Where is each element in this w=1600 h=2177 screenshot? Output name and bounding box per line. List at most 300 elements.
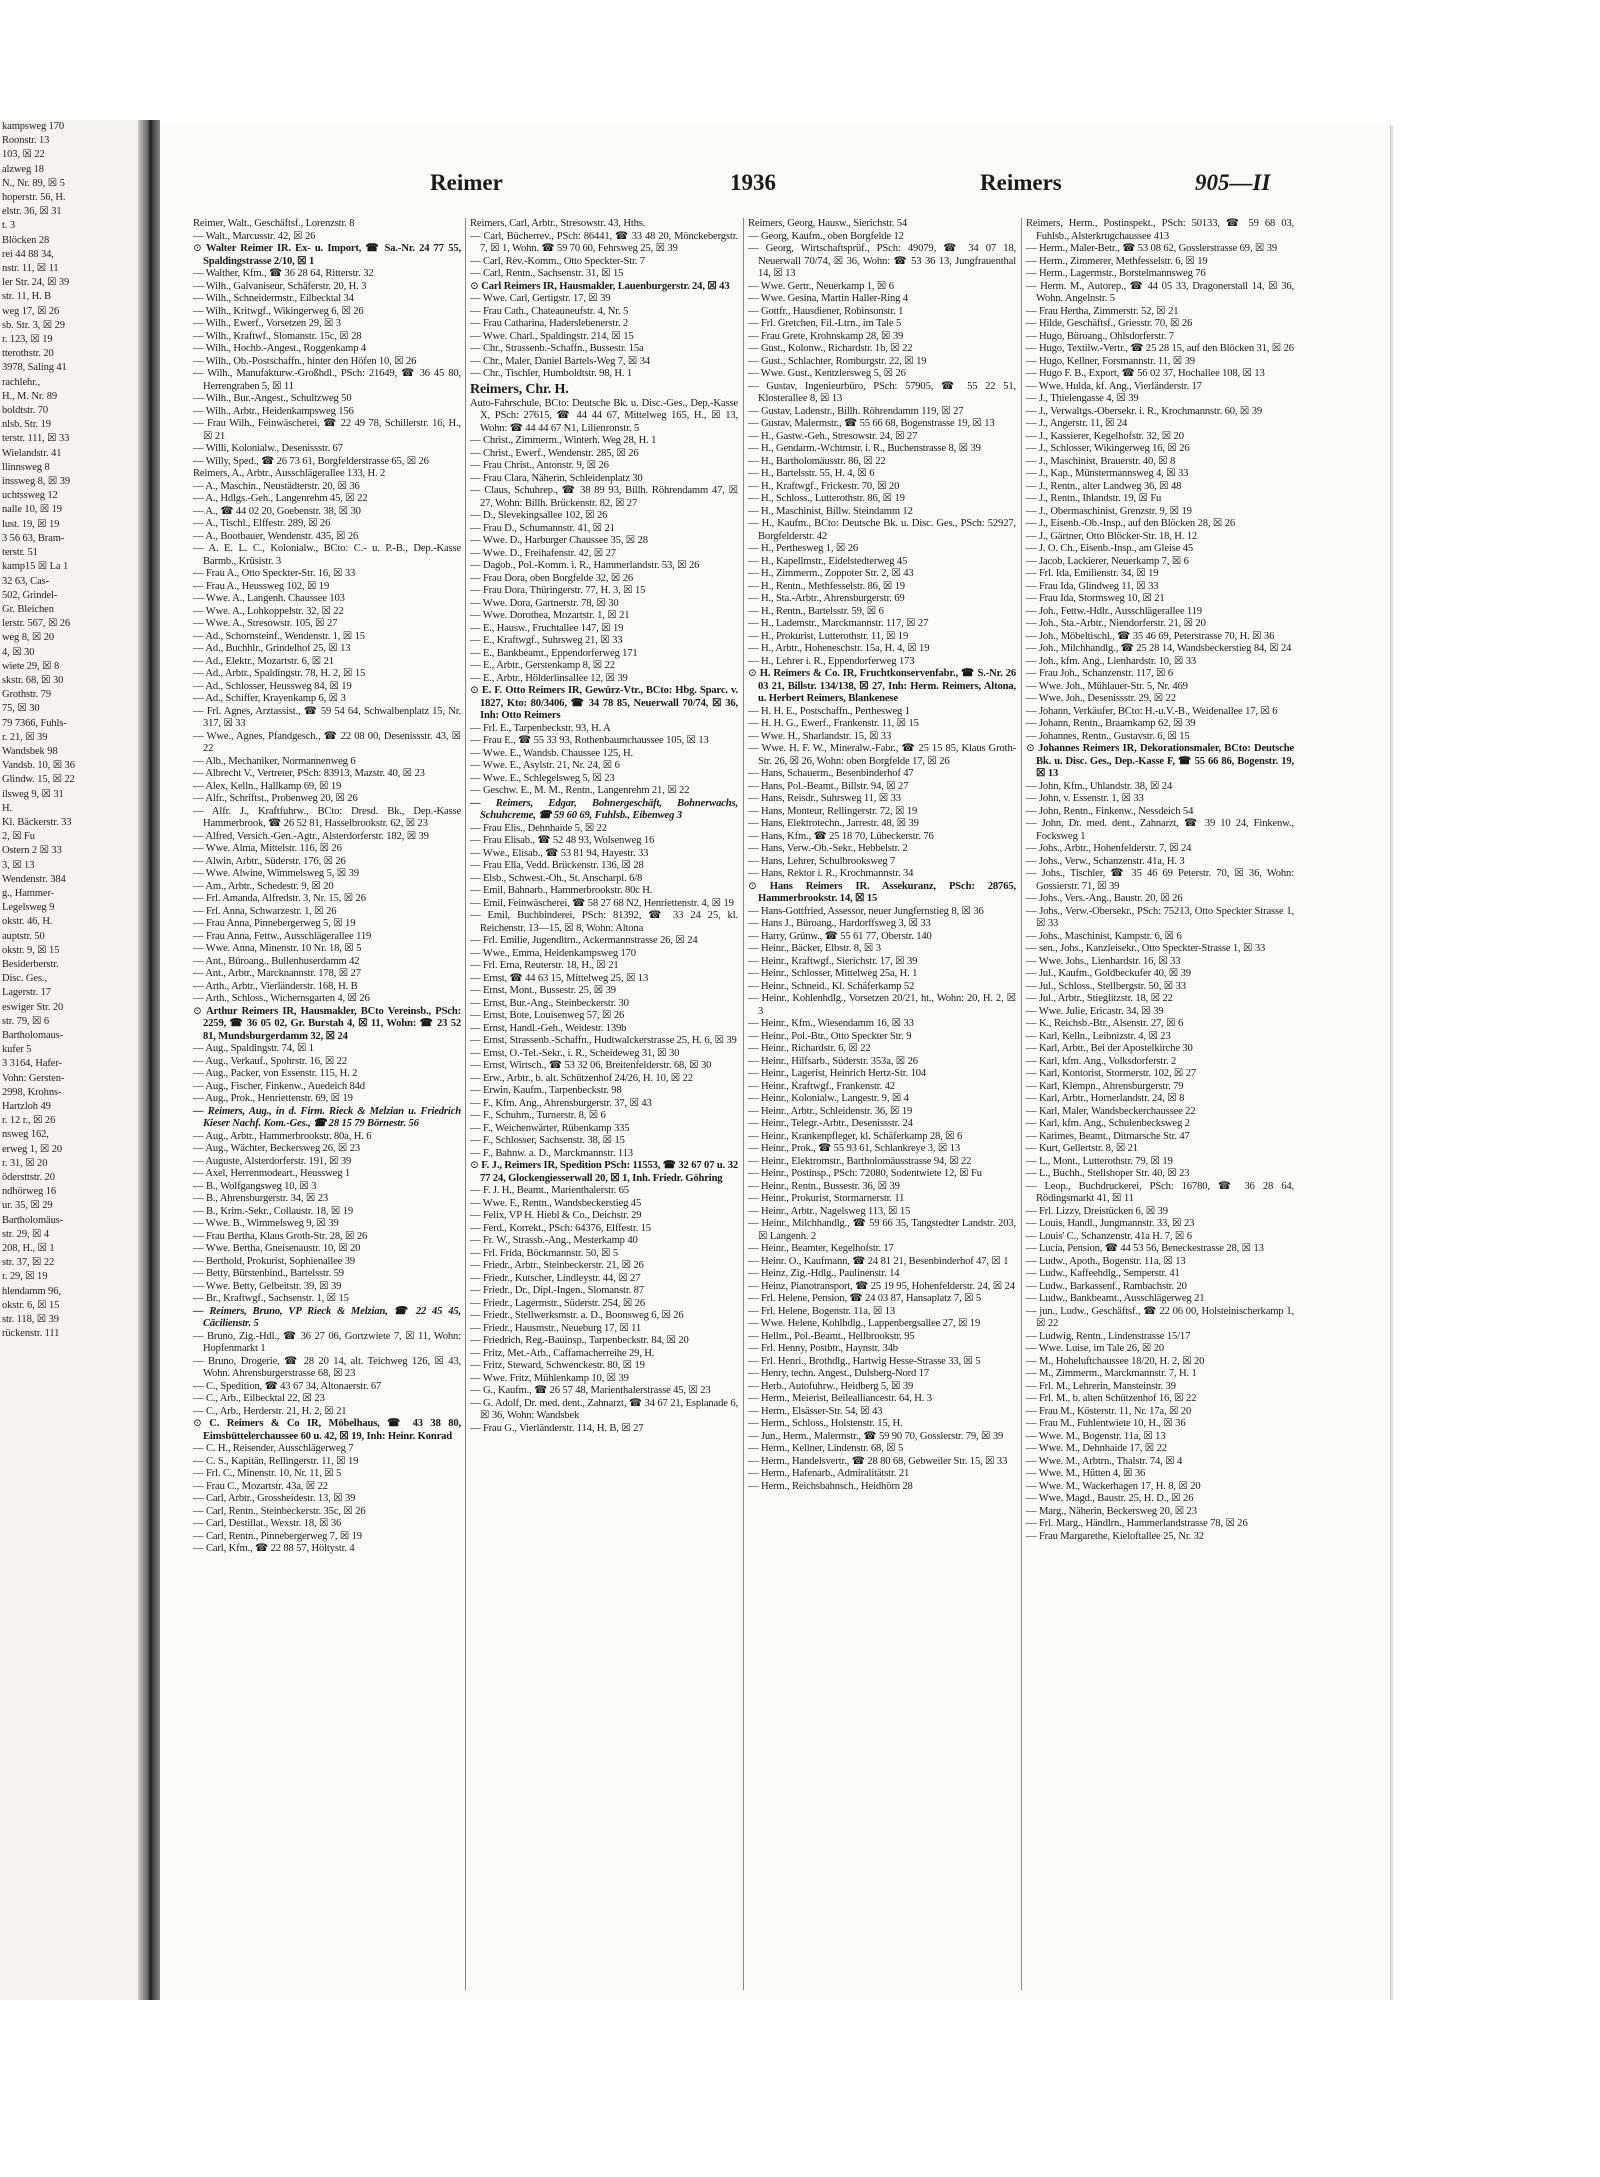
directory-entry: — Wwe., Elisab., ☎ 53 81 94, Hayestr. 33 <box>470 847 649 859</box>
directory-entry: — Wwe. D., Harburger Chaussee 35, ☒ 28 <box>470 535 648 546</box>
directory-entry: — Wwe. Carl, Gertigstr. 17, ☒ 39 <box>470 293 611 304</box>
left-page-line: 502, Grindel- <box>2 589 58 601</box>
directory-entry: — Ad., Schornsteinf., Wendenstr. 1, ☒ 15 <box>193 630 365 642</box>
left-page-line: Blöcken 28 <box>2 234 50 246</box>
left-page-line: terstr. 111, ☒ 33 <box>2 433 70 445</box>
left-page-line: H., M. Nr. 89 <box>2 390 57 402</box>
directory-entry: — Heinr., Krankenpfleger, kl. Schäferkamp 28, ☒ 6 <box>748 1130 963 1142</box>
directory-entry: — C. S., Kapitän, Rellingerstr. 11, ☒ 19 <box>193 1455 359 1467</box>
left-page-line: Wielandstr. 41 <box>2 447 62 459</box>
directory-entry: — Hans, Kfm., ☎ 25 18 70, Lübeckerstr. 76 <box>748 830 934 842</box>
directory-entry: — Heinr., Arbtr., Schleidenstr. 36, ☒ 19 <box>748 1105 913 1117</box>
directory-entry: — Frl. Anna, Schwarzestr. 1, ☒ 26 <box>193 905 337 917</box>
left-page-line: str. 37, ☒ 22 <box>2 1257 55 1269</box>
directory-entry: — Aug., Prok., Henriettenstr. 69, ☒ 19 <box>193 1093 353 1104</box>
left-page-line: uchtssweg 12 <box>2 490 58 502</box>
left-page-line: 3978, Saling 41 <box>2 362 67 374</box>
column-rule <box>743 218 744 1990</box>
directory-entry: — Herb., Autofuhrw., Heidberg 5, ☒ 39 <box>748 1380 914 1392</box>
directory-entry: — Betty, Bürstenbind., Bartelsstr. 59 <box>193 1268 344 1279</box>
directory-entry: — Hans, Schauerm., Besenbinderhof 47 <box>748 768 914 779</box>
directory-entry: — Johs., Tischler, ☎ 35 46 69 Peterstr. 70, ☒ 36, Wohn: Gossierstr. 71, ☒ 39 <box>1026 868 1294 892</box>
directory-entry: — Albrecht V., Vertreter, PSch: 83913, Mazstr. 40, ☒ 23 <box>193 768 425 779</box>
left-page-line: 75, ☒ 30 <box>2 703 40 715</box>
directory-entry: ⊙ E. F. Otto Reimers IR, Gewürz-Vtr., BCto: Hbg. Sparc. v. 1827, Kto: 80/3406, ☎ 34 78 85, Neuerwall 70/74, ☒ 36, Inh: Otto Reimers <box>470 685 738 723</box>
directory-entry: — H., Gendarm.-Wchtmstr. i. R., Buchenstrasse 8, ☒ 39 <box>748 443 981 454</box>
directory-entry: — H., Bartholomäusstr. 86, ☒ 22 <box>748 455 886 467</box>
directory-entry: — Heinr., Bäcker, Elbstr. 8, ☒ 3 <box>748 943 881 954</box>
directory-entry: — Frl. Emilie, Jugendltrn., Ackermannstrasse 26, ☒ 24 <box>470 935 698 946</box>
left-page-line: Grothstr. 79 <box>2 689 51 701</box>
directory-entry: — Jul., Schloss., Stellbergstr. 50, ☒ 33 <box>1026 980 1186 992</box>
left-page-line: str. 79, ☒ 6 <box>2 1015 50 1027</box>
left-page-line: t. 3 <box>2 220 16 232</box>
directory-entry: — Frau Ida, Stormsweg 10, ☒ 21 <box>1026 593 1165 604</box>
directory-entry: — Alb., Mechaniker, Normannenweg 6 <box>193 755 356 767</box>
directory-entry: — H., Perthesweg 1, ☒ 26 <box>748 543 859 554</box>
directory-entry: — Emil, Buchbinderei, PSch: 81392, ☎ 33 24 25, kl. Reichenstr. 13—15, ☒ 8, Wohn: Altona <box>470 910 738 934</box>
directory-entry: — Frau Clara, Näherin, Schleidenplatz 30 <box>470 472 643 484</box>
left-page-line: rei 44 88 34, <box>2 248 54 260</box>
directory-entry: — Hans, Pol.-Beamt., Billstr. 94, ☒ 27 <box>748 780 909 792</box>
directory-entry: — Frau Bertha, Klaus Groth-Str. 28, ☒ 26 <box>193 1230 368 1242</box>
directory-entry: — Karl, Arbtr., Hornerlandstr. 24, ☒ 8 <box>1026 1093 1185 1104</box>
directory-entry: — Ernst, O.-Tel.-Sekr., i. R., Scheideweg 31, ☒ 30 <box>470 1047 680 1059</box>
directory-entry: — Johs., Maschinist, Kampstr. 6, ☒ 6 <box>1026 930 1182 942</box>
directory-entry: — jun., Ludw., Geschäftsf., ☎ 22 06 00, Holsteinischerkamp 1, ☒ 22 <box>1026 1305 1294 1329</box>
directory-entry: — F., Bahnw. a. D., Marckmannstr. 113 <box>470 1147 633 1159</box>
left-page-line: Vohn: Gersten- <box>2 1072 65 1084</box>
header-last-name: Reimers <box>980 170 1062 195</box>
directory-entry: — Herm., Meierist, Beilealliancestr. 64, H. 3 <box>748 1393 932 1404</box>
directory-entry: — Ernst, Mont., Bussestr. 25, ☒ 39 <box>470 985 616 996</box>
directory-entry: — J., Schlosser, Wikingerweg 16, ☒ 26 <box>1026 443 1190 454</box>
left-page-line: kufer 5 <box>2 1044 32 1056</box>
directory-entry: ⊙ Hans Reimers IR. Assekuranz, PSch: 28765, Hammerbrookstr. 14, ☒ 15 <box>748 881 1016 906</box>
directory-entry: — Frl. Helene, Pension, ☎ 24 03 87, Hansaplatz 7, ☒ 5 <box>748 1293 982 1304</box>
directory-entry: — Friedr., Arbtr., Steinbeckerstr. 21, ☒ 26 <box>470 1260 644 1271</box>
directory-entry: — Wilh., Bur.-Angest., Schultzweg 50 <box>193 393 352 404</box>
left-page-line: okstr. 6, ☒ 15 <box>2 1299 60 1311</box>
left-page-line: ur. 35, ☒ 29 <box>2 1200 53 1212</box>
directory-entry: — Fr. W., Strassb.-Ang., Mesterkamp 40 <box>470 1235 638 1246</box>
directory-entry: — Heinr., Hilfsarb., Süderstr. 353a, ☒ 26 <box>748 1055 918 1067</box>
directory-entry: — Wwe. H., Sharlandstr. 15, ☒ 33 <box>748 730 892 742</box>
directory-entry: — Frl. Henny, Postbtr., Haynstr. 34b <box>748 1343 898 1354</box>
directory-entry: — Kurt, Gellertstr. 8, ☒ 21 <box>1026 1143 1138 1154</box>
left-page-line: g., Hammer- <box>2 887 55 899</box>
left-page-line: Bartholomäus- <box>2 1214 64 1226</box>
left-page-line: kampsweg 170 <box>2 121 65 132</box>
directory-entry: — M., Hoheluftchaussee 18/20, H. 2, ☒ 20 <box>1026 1355 1205 1367</box>
directory-entry: — H., Rentn., Methfesselstr. 86, ☒ 19 <box>748 580 905 592</box>
directory-entry: — Karl, Maler, Wandsbeckerchaussee 22 <box>1026 1105 1196 1117</box>
directory-entry: — Frau Anna, Pinnebergerweg 5, ☒ 19 <box>193 918 356 929</box>
directory-entry: — Frau Ida, Glindweg 11, ☒ 33 <box>1026 580 1159 592</box>
left-page-line: ödersttstr. 20 <box>2 1172 55 1184</box>
directory-entry: — Hugo, Büroang., Ohlsdorferstr. 7 <box>1026 330 1174 342</box>
left-page-line: nlsb. Str. 19 <box>2 419 51 431</box>
directory-entry: — Frau C., Mozartstr. 43a, ☒ 22 <box>193 1480 328 1492</box>
directory-entry: — Wwe. D., Freihafenstr. 42, ☒ 27 <box>470 547 616 559</box>
directory-entry: — Reimers, Bruno, VP Rieck & Melzian, ☎ 22 45 45, Cäcilienstr. 5 <box>193 1305 461 1329</box>
directory-entry: ⊙ F. J., Reimers IR, Spedition PSch: 11553, ☎ 32 67 07 u. 32 77 24, Glockengiesserwall 20, ☒ 1, Inh. Friedr. Göhring <box>470 1160 738 1185</box>
directory-entry: — H., Lehrer i. R., Eppendorferweg 173 <box>748 655 915 667</box>
directory-entry: — Wwe. Fritz, Mühlenkamp 10, ☒ 39 <box>470 1372 629 1384</box>
directory-entry: — Leop., Buchdruckerei, PSch: 16780, ☎ 36 28 64, Rödingsmarkt 41, ☒ 11 <box>1026 1180 1294 1204</box>
directory-entry: — Carl, Rentn., Sachsenstr. 31, ☒ 15 <box>470 268 624 279</box>
directory-entry: — Heinr., Telegr.-Arbtr., Desenissstr. 24 <box>748 1118 913 1129</box>
directory-entry: — Aug., Packer, von Essenstr. 115, H. 2 <box>193 1068 358 1079</box>
directory-entry: — Wwe. Charl., Spaldingstr. 214, ☒ 15 <box>470 330 634 342</box>
directory-entry: — Wwe. B., Wimmelsweg 9, ☒ 39 <box>193 1218 339 1229</box>
directory-entry: — J., Verwaltgs.-Obersekr. i. R., Krochmannstr. 60, ☒ 39 <box>1026 405 1262 417</box>
directory-entry: — A. E. L. C., Kolonialw., BCto: C.- u. P.-B., Dep.-Kasse Barmb., Krüsistr. 3 <box>193 543 461 567</box>
directory-entry: — Friedr., Stellwerksmstr. a. D., Boonsweg 6, ☒ 26 <box>470 1310 684 1321</box>
directory-entry: — Arth., Arbtr., Vierländerstr. 168, H. B <box>193 980 358 992</box>
directory-entry: — Emil, Feinwäscherei, ☎ 58 27 68 N2, Henriettenstr. 4, ☒ 19 <box>470 897 734 909</box>
directory-entry: — Wwe. Johs., Lienhardstr. 16, ☒ 33 <box>1026 955 1181 967</box>
left-page-line: r. 29, ☒ 19 <box>2 1271 48 1283</box>
directory-entry: — Joh., Möbeltischl., ☎ 35 46 69, Peterstrasse 70, H. ☒ 36 <box>1026 630 1275 642</box>
left-page-line: Wendenstr. 384 <box>2 873 66 885</box>
left-page-line: 2, ☒ Fu <box>2 831 35 843</box>
directory-entry: — H., Prokurist, Lutterothstr. 11, ☒ 19 <box>748 630 909 642</box>
directory-entry: ⊙ H. Reimers & Co. IR, Fruchtkonservenfabr., ☎ S.-Nr. 26 03 21, Billstr. 134/138, ☒ 27, Inh: Herm. Reimers, Altona, u. Herbert Reimers, Blankenese <box>748 668 1016 706</box>
directory-entry: — Walther, Kfm., ☎ 36 28 64, Ritterstr. 32 <box>193 268 374 279</box>
directory-entry: — Hellm., Pol.-Beamt., Hellbrookstr. 95 <box>748 1330 915 1342</box>
left-page-line: 3 56 63, Bram- <box>2 532 65 544</box>
left-page-line: Legelsweg 9 <box>2 902 55 914</box>
directory-entry: — Frau Christ., Antonstr. 9, ☒ 26 <box>470 460 609 471</box>
directory-entry: — C., Arb., Eilbecktal 22, ☒ 23 <box>193 1393 325 1404</box>
directory-entry: — Frl. Gretchen, Fil.-Ltrn., im Tale 5 <box>748 318 902 329</box>
left-page-line: elstr. 36, ☒ 31 <box>2 206 62 218</box>
directory-entry: — Frau G., Vierländerstr. 114, H. B, ☒ 27 <box>470 1422 644 1434</box>
directory-entry: ⊙ Johannes Reimers IR, Dekorationsmaler, BCto: Deutsche Bk. u. Disc. Ges., Dep.-Kasse F, ☎ 55 66 86, Bogenstr. 19, ☒ 13 <box>1026 743 1294 781</box>
directory-entry: — Frl. Ida, Emilienstr. 34, ☒ 19 <box>1026 568 1159 579</box>
left-page-line: ilsweg 9, ☒ 31 <box>2 788 64 800</box>
directory-entry: — Gust., Schlachter, Romburgstr. 22, ☒ 19 <box>748 355 927 367</box>
directory-entry: — Axel, Herrenmodeart., Heussweg 1 <box>193 1168 350 1179</box>
directory-entry: ⊙ C. Reimers & Co IR, Möbelhaus, ☎ 43 38 80, Eimsbüttelerchaussee 60 u. 42, ☒ 19, Inh: Heinr. Konrad <box>193 1418 461 1443</box>
directory-entry: — Wilh., Hochb.-Angest., Roggenkamp 4 <box>193 343 367 354</box>
left-page-line: Disc. Ges., <box>2 973 47 985</box>
directory-entry: — Joh., Fettw.-Hdlr., Ausschlägerallee 119 <box>1026 605 1202 617</box>
directory-entry: — Geschw. E., M. M., Rentn., Langenrehm 21, ☒ 22 <box>470 785 690 796</box>
directory-entry: — H. H. G., Ewerf., Frankenstr. 11, ☒ 15 <box>748 718 919 729</box>
directory-entry: — Gustav, Malermstr., ☎ 55 66 68, Bogenstrasse 19, ☒ 13 <box>748 418 995 429</box>
directory-entry: — H., Gastw.-Geh., Stresowstr. 24, ☒ 27 <box>748 430 918 442</box>
directory-entry: — Heinr., Elektromstr., Bartholomäusstrasse 94, ☒ 22 <box>748 1155 972 1167</box>
directory-entry: — Wilh., Kraftwf., Slomanstr. 15c, ☒ 28 <box>193 330 362 342</box>
directory-entry: — Wwe. Dora, Gartnerstr. 78, ☒ 30 <box>470 597 619 609</box>
directory-entry: — A., Hdlgs.-Geh., Langenrehm 45, ☒ 22 <box>193 493 368 504</box>
left-page-line: N., Nr. 89, ☒ 5 <box>2 177 65 189</box>
directory-entry: — Herm., Schloss., Holstenstr. 15, H. <box>748 1418 903 1429</box>
directory-entry: Reimers, Herm., Postinspekt., PSch: 50133, ☎ 59 68 03, Fuhlsb., Alsterkrugchaussee 413 <box>1026 218 1294 242</box>
left-page-line: ndhörweg 16 <box>2 1186 57 1198</box>
directory-entry: — Heinr., Kraftwgf., Frankenstr. 42 <box>748 1080 895 1092</box>
left-page-line: terstr. 51 <box>2 547 38 559</box>
directory-entry: — Frau Margarethe, Kieloftallee 25, Nr. 32 <box>1026 1530 1204 1542</box>
directory-entry: — Ernst, ☎ 44 63 15, Mittelweg 25, ☒ 13 <box>470 972 649 984</box>
directory-entry: — H., Kapellmstr., Eidelstedterweg 45 <box>748 555 908 567</box>
directory-entry: — Wwe. Julie, Ericastr. 34, ☒ 39 <box>1026 1005 1164 1017</box>
directory-entry: — Frau Dora, oben Borgfelde 32, ☒ 26 <box>470 572 634 584</box>
directory-entry: Auto-Fahrschule, BCto: Deutsche Bk. u. Disc.-Ges., Dep.-Kasse X, PSch: 27615, ☎ 44 44 67, Mittelweg 165, H., ☒ 13, Wohn: ☎ 44 44 67 N1, Lilienronstr. 5 <box>470 397 738 434</box>
directory-entry: — Frau Joh., Schanzenstr. 117, ☒ 6 <box>1026 668 1174 679</box>
directory-entry: — Marg., Näherin, Beckersweg 20, ☒ 23 <box>1026 1505 1197 1517</box>
directory-entry: — Wilh., Arbtr., Heidenkampsweg 156 <box>193 405 354 417</box>
directory-entry: — Frau Catharina, Haderslebenerstr. 2 <box>470 318 629 329</box>
directory-entry: — Ferd., Korrekt., PSch: 64376, Elffestr. 15 <box>470 1222 651 1234</box>
directory-entry: — Joh., Sta.-Arbtr., Niendorferstr. 21, ☒ 20 <box>1026 618 1206 629</box>
directory-entry: — L., Buchh., Stellshoper Str. 40, ☒ 23 <box>1026 1168 1190 1179</box>
directory-entry: — Frau Anna, Fettw., Ausschlägerallee 119 <box>193 930 372 942</box>
directory-entry: — Heinr., Kolonialw., Langestr. 9, ☒ 4 <box>748 1093 909 1104</box>
directory-entry: — Frl. Amanda, Alfredstr. 3, Nr. 15, ☒ 26 <box>193 893 366 904</box>
left-page-line: 2998, Krohns- <box>2 1086 62 1098</box>
left-page-line: 4, ☒ 30 <box>2 646 35 658</box>
directory-entry: — Hugo, Textilw.-Vertr., ☎ 25 28 15, auf den Blöcken 31, ☒ 26 <box>1026 343 1294 354</box>
directory-entry: — H., Lademstr., Marckmannstr. 117, ☒ 27 <box>748 618 929 629</box>
directory-entry: — Chr., Strassenb.-Schaffn., Bussestr. 15a <box>470 343 644 354</box>
left-page-line: okstr. 9, ☒ 15 <box>2 944 60 956</box>
directory-entry: — Heinr., Lagerist, Heinrich Hertz-Str. 104 <box>748 1068 927 1079</box>
directory-entry: — Hans, Rektor i. R., Krochmannstr. 34 <box>748 868 914 879</box>
directory-entry: — Aug., Fischer, Finkenw., Auedeich 84d <box>193 1080 365 1092</box>
directory-entry: — Wwe. M., Dehnhaide 17, ☒ 22 <box>1026 1443 1167 1454</box>
directory-entry: — Jul., Arbtr., Stieglitzstr. 18, ☒ 22 <box>1026 993 1173 1004</box>
directory-entry: — Wwe. A., Langenh. Chaussee 103 <box>193 593 345 604</box>
directory-entry: — H., Schloss., Lutterothstr. 86, ☒ 19 <box>748 493 905 504</box>
directory-entry: — A., Tischl., Elffestr. 289, ☒ 26 <box>193 518 331 529</box>
directory-entry: — Herm. M., Autorep., ☎ 44 05 33, Dragonerstall 14, ☒ 36, Wohn. Angelnstr. 5 <box>1026 280 1294 304</box>
directory-entry: — Heinr., Kohlenhdlg., Vorsetzen 20/21, ht., Wohn: 20, H. 2, ☒ 3 <box>748 993 1016 1017</box>
directory-entry: — Ad., Schiffer, Krayenkamp 6, ☒ 3 <box>193 693 346 704</box>
directory-entry: — Friedr., Dr., Dipl.-Ingen., Slomanstr. 87 <box>470 1285 644 1296</box>
directory-entry: — Am., Arbtr., Schedestr. 9, ☒ 20 <box>193 880 334 892</box>
directory-entry: — Heinr. O., Kaufmann, ☎ 24 81 21, Besenbinderhof 47, ☒ 1 <box>748 1255 1009 1267</box>
directory-column-2 <box>470 218 738 1993</box>
directory-entry: — H., Bartelsstr. 55, H. 4, ☒ 6 <box>748 468 875 479</box>
directory-entry: ⊙ Arthur Reimers IR, Hausmakler, BCto Vereinsb., PSch: 2259, ☎ 36 05 02, Gr. Burstah 4, ☒ 11, Wohn: ☎ 23 52 81, Mundsburgerdamm 32, ☒ 24 <box>193 1006 461 1044</box>
directory-entry: — Wilh., Manufakturw.-Großhdl., PSch: 21649, ☎ 36 45 80, Herrengraben 5, ☒ 11 <box>193 368 461 392</box>
directory-entry: — A., Bootbauer, Wendenstr. 435, ☒ 26 <box>193 530 359 542</box>
directory-entry: — Erw., Arbtr., b. alt. Schützenhof 24/26, H. 10, ☒ 22 <box>470 1072 693 1084</box>
directory-entry: — Felix, VP H. Hiebl & Co., Deichstr. 29 <box>470 1210 642 1221</box>
directory-entry: — Wwe. Helene, Kohlhdlg., Lappenbergsallee 27, ☒ 19 <box>748 1318 981 1329</box>
left-page-fragment <box>0 120 157 2000</box>
directory-entry: — Harry, Grünw., ☎ 55 61 77, Oberstr. 140 <box>748 930 932 942</box>
left-page-line: lust. 19, ☒ 19 <box>2 518 60 530</box>
directory-entry: — Louis' C., Schanzenstr. 41a H. 7, ☒ 6 <box>1026 1230 1192 1242</box>
directory-entry: — Carl, Rev.-Komm., Otto Speckter-Str. 7 <box>470 255 645 267</box>
directory-entry: — Reimers, Aug., in d. Firm. Rieck & Melzian u. Friedrich Kieser Nachf. Kom.-Ges., ☎ 28 15 79 Börnestr. 56 <box>193 1105 461 1129</box>
directory-entry: — Karl, Kontorist, Stormerstr. 102, ☒ 27 <box>1026 1068 1197 1079</box>
directory-entry: — Ant., Büroang., Bullenhuserdamm 42 <box>193 955 360 967</box>
left-page-line: Kl. Bäckerstr. 33 <box>2 816 72 828</box>
directory-entry: — Karimes, Beamt., Ditmarsche Str. 47 <box>1026 1130 1190 1142</box>
directory-entry: — Wwe. M., Arbtrn., Thalstr. 74, ☒ 4 <box>1026 1455 1183 1467</box>
directory-entry: — Frl. C., Minenstr. 10, Nr. 11, ☒ 5 <box>193 1468 342 1479</box>
directory-entry: Reimers, Georg, Hausw., Sierichstr. 54 <box>748 218 908 229</box>
left-page-line: wiete 29, ☒ 8 <box>2 660 60 672</box>
directory-entry: — Wwe. E., Asylstr. 21, Nr. 24, ☒ 6 <box>470 760 620 771</box>
directory-entry: — Bruno, Zig.-Hdl., ☎ 36 27 06, Gortzwiete 7, ☒ 11, Wohn: Hopfenmarkt 1 <box>193 1330 461 1354</box>
directory-entry: — B., Krim.-Sekr., Collaustr. 18, ☒ 19 <box>193 1205 354 1217</box>
directory-entry: — Jun., Herm., Malermstr., ☎ 59 90 70, Gosslerstr. 79, ☒ 39 <box>748 1430 1004 1442</box>
directory-entry: — Ant., Arbtr., Marcknannstr. 178, ☒ 27 <box>193 968 361 979</box>
directory-column-4 <box>1026 218 1294 1993</box>
left-page-line: r. 31, ☒ 20 <box>2 1157 48 1169</box>
directory-entry: — Heinr., Pol.-Btr., Otto Speckter Str. 9 <box>748 1030 912 1042</box>
directory-page <box>160 125 1391 2000</box>
left-page-line: boldtstr. 70 <box>2 405 49 417</box>
left-page-line: 3 3164, Hafer- <box>2 1058 62 1070</box>
directory-entry: — John, v. Essenstr. 1, ☒ 33 <box>1026 793 1144 804</box>
directory-entry: — J., Angerstr. 11, ☒ 24 <box>1026 418 1128 429</box>
directory-entry: — Karl, Arbtr., Bei der Apostelkirche 30 <box>1026 1043 1193 1054</box>
directory-entry: — Herm., Handelsvertr., ☎ 28 80 68, Gebweiler Str. 15, ☒ 33 <box>748 1455 1008 1467</box>
left-page-line: llinnsweg 8 <box>2 461 50 473</box>
directory-entry: — Aug., Wächter, Beckersweg 26, ☒ 23 <box>193 1143 361 1154</box>
directory-entry: — Karl, Klempn., Ahrensburgerstr. 79 <box>1026 1080 1184 1092</box>
directory-entry: — Johann, Verkäufer, BCto: H.-u.V.-B., Weidenallee 17, ☒ 6 <box>1026 705 1278 717</box>
left-page-line: 79 7366, Fuhls- <box>2 717 67 729</box>
directory-entry: — Ernst, Handl.-Geh., Weidestr. 139b <box>470 1022 627 1034</box>
directory-entry: — Joh., Milchhandlg., ☎ 25 28 14, Wandsbeckerstieg 84, ☒ 24 <box>1026 643 1292 654</box>
directory-entry: — H., Rentn., Bartelsstr. 59, ☒ 6 <box>748 605 884 617</box>
directory-entry: — Elsb., Schwest.-Oh., St. Anscharpl. 6/8 <box>470 872 643 884</box>
directory-entry: — Alex, Kelln., Hallkamp 69, ☒ 19 <box>193 780 342 792</box>
directory-entry: — Heinr., Milchhandlg., ☎ 59 66 35, Tangstedter Landstr. 203, ☒ Langenh. 2 <box>748 1218 1016 1242</box>
directory-entry: — Wwe. E., Schlegelsweg 5, ☒ 23 <box>470 772 615 784</box>
directory-entry: — H., Zimmerm., Zoppoter Str. 2, ☒ 43 <box>748 568 914 579</box>
column-rule <box>465 218 466 1990</box>
column-rule <box>1021 218 1022 1990</box>
directory-entry: — Frl. Lizzy, Dreistücken 6, ☒ 39 <box>1026 1205 1168 1217</box>
directory-entry: — E., Kraftwgf., Suhrsweg 21, ☒ 33 <box>470 635 623 646</box>
directory-entry: — Frau A., Otto Speckter-Str. 16, ☒ 33 <box>193 568 356 579</box>
directory-entry: — Herm., Zimmerer, Methfesselstr. 6, ☒ 19 <box>1026 255 1208 267</box>
directory-entry: — Frau Grete, Krohnskamp 28, ☒ 39 <box>748 330 904 342</box>
directory-entry: — Alwin, Arbtr., Süderstr. 176, ☒ 26 <box>193 855 346 867</box>
directory-entry: — F. J. H., Beamt., Marienthalerstr. 65 <box>470 1185 629 1196</box>
directory-entry: — Ad., Buchhlr., Grindelhof 25, ☒ 13 <box>193 643 351 654</box>
directory-entry: — J., Maschinist, Brauerstr. 40, ☒ 8 <box>1026 455 1176 467</box>
directory-entry: — Carl, Rentn., Steinbeckerstr. 35c, ☒ 26 <box>193 1505 366 1517</box>
directory-entry: — J., Rentn., alter Landweg 36, ☒ 48 <box>1026 480 1182 492</box>
directory-entry: — Frau Elisab., ☎ 52 48 93, Wolsenweg 16 <box>470 835 655 846</box>
directory-entry: Reimer, Walt., Geschäftsf., Lorenzstr. 8 <box>193 218 355 229</box>
directory-entry: — E., Bankbeamt., Eppendorferweg 171 <box>470 647 638 659</box>
directory-entry: — Ludwig, Rentn., Lindenstrasse 15/17 <box>1026 1330 1191 1342</box>
directory-entry: — Heinz, Zig.-Hdlg., Paulinenstr. 14 <box>748 1268 900 1279</box>
left-page-line: str. 11, H. B <box>2 291 52 303</box>
directory-entry: — Wwe. Gesina, Martin Haller-Ring 4 <box>748 293 908 304</box>
directory-entry: — Johs., Verw., Schanzenstr. 41a, H. 3 <box>1026 855 1185 867</box>
directory-entry: — J., Kassierer, Kegelhofstr. 32, ☒ 20 <box>1026 430 1184 442</box>
directory-entry: — Wwe. Hulda, kf. Ang., Vierländerstr. 17 <box>1026 380 1202 392</box>
directory-entry: — Frau E., ☎ 55 33 93, Rothenbaumchaussee 105, ☒ 13 <box>470 735 709 746</box>
directory-entry: — J., Rentn., Ihlandstr. 19, ☒ Fu <box>1026 493 1162 504</box>
directory-entry: — Wwe. Joh., Mühlauer-Str. 5, Nr. 469 <box>1026 680 1188 692</box>
directory-entry: — Wwe. Alma, Mittelstr. 116, ☒ 26 <box>193 843 342 854</box>
directory-entry: — Frau M., Fuhlentwiete 10, H., ☒ 36 <box>1026 1418 1186 1429</box>
directory-entry: ⊙ Carl Reimers IR, Hausmakler, Lauenburgerstr. 24, ☒ 43 <box>470 281 738 294</box>
left-page-line: eswiger Str. 20 <box>2 1001 64 1013</box>
directory-entry: — K., Reichsb.-Btr., Alsenstr. 27, ☒ 6 <box>1026 1018 1184 1029</box>
directory-entry: — Christ., Ewerf., Wendenstr. 285, ☒ 26 <box>470 447 639 459</box>
left-page-line: lerstr. 567, ☒ 26 <box>2 618 71 630</box>
directory-entry: — Friedr., Kutscher, Lindleystr. 44, ☒ 27 <box>470 1272 641 1284</box>
directory-entry: — E., Arbtr., Hölderlinsallee 12, ☒ 39 <box>470 672 628 684</box>
directory-entry: — Ludw., Barkassenf., Rambachstr. 20 <box>1026 1280 1187 1292</box>
directory-entry: — Frau M., Kösterstr. 11, Nr. 17a, ☒ 20 <box>1026 1405 1192 1417</box>
directory-entry: — C. H., Reisender, Ausschlägerweg 7 <box>193 1443 354 1454</box>
directory-entry: — Herm., Hafenarb., Admiralitätstr. 21 <box>748 1468 910 1479</box>
directory-entry: — E., Arbtr., Gerstenkamp 8, ☒ 22 <box>470 660 615 671</box>
directory-entry: — Arth., Schloss., Wichernsgarten 4, ☒ 26 <box>193 993 370 1004</box>
directory-entry: — Walt., Marcusstr. 42, ☒ 26 <box>193 230 316 242</box>
directory-entry: Reimers, A., Arbtr., Ausschlägerallee 133, H. 2 <box>193 468 386 479</box>
directory-entry: — Frl. Marg., Händlrn., Hammerlandstrasse 78, ☒ 26 <box>1026 1518 1248 1529</box>
directory-entry: — Willi, Kolonialw., Desenissstr. 67 <box>193 443 343 454</box>
directory-entry: — H., Kaufm., BCto: Deutsche Bk. u. Disc. Ges., PSch: 52927, Borgfelderstr. 42 <box>748 518 1016 542</box>
directory-entry: — Frau D., Schumannstr. 41, ☒ 21 <box>470 522 615 534</box>
directory-entry: ⊙ Walter Reimer IR. Ex- u. Import, ☎ Sa.-Nr. 24 77 55, Spaldingstrasse 2/10, ☒ 1 <box>193 243 461 268</box>
directory-entry: — Wilh., Ob.-Postschaffn., hinter den Höfen 10, ☒ 26 <box>193 355 417 367</box>
left-page-line: alzweg 18 <box>2 163 44 175</box>
directory-entry: — Frl. M., b. alten Schützenhof 16, ☒ 22 <box>1026 1393 1197 1404</box>
directory-entry: — Heinr., Beamter, Kegelhofstr. 17 <box>748 1243 894 1254</box>
directory-entry: — Heinr., Prokurist, Stormarnerstr. 11 <box>748 1193 905 1204</box>
left-page-line: weg 17, ☒ 26 <box>2 305 60 317</box>
directory-entry: — Louis, Handl., Jungmannstr. 33, ☒ 23 <box>1026 1218 1195 1229</box>
directory-entry: — Heinr., Richardstr. 6, ☒ 22 <box>748 1043 871 1054</box>
directory-entry: — C., Arb., Herderstr. 21, H. 2, ☒ 21 <box>193 1405 347 1417</box>
directory-entry: — Johannes, Rentn., Gustavstr. 6, ☒ 15 <box>1026 730 1190 742</box>
directory-entry: — Hans, Verw.-Ob.-Sekr., Hebbelstr. 2 <box>748 843 908 854</box>
directory-entry: — Heinr., Schneid., Kl. Schäferkamp 52 <box>748 980 915 992</box>
left-page-line: hlendamm 96, <box>2 1285 61 1297</box>
directory-entry: — Aug., Arbtr., Hammerbrookstr. 80a, H. 6 <box>193 1130 372 1142</box>
directory-entry: — Friedrich, Reg.-Bauinsp., Tarpenbeckstr. 84, ☒ 20 <box>470 1335 689 1346</box>
left-page-line: Gr. Bleichen <box>2 603 54 615</box>
left-page-line: r. 123, ☒ 19 <box>2 334 53 346</box>
directory-entry: — Ad., Arbtr., Spaldingstr. 78, H. 2, ☒ 15 <box>193 668 366 679</box>
directory-entry: — Ludw., Bankbeamt., Ausschlägerweg 21 <box>1026 1293 1205 1304</box>
directory-entry: — J. O. Ch., Eisenb.-Insp., am Gleise 45 <box>1026 543 1194 554</box>
header-first-name: Reimer <box>430 170 503 195</box>
directory-entry: — Wwe. M., Bogenstr. 11a, ☒ 13 <box>1026 1430 1166 1442</box>
directory-entry: — Alfr., Schriftst., Probenweg 20, ☒ 26 <box>193 793 358 804</box>
directory-entry: — Christ., Zimmerm., Winterh. Weg 28, H. 1 <box>470 435 657 446</box>
directory-entry: — Wwe., Agnes, Pfandgesch., ☎ 22 08 00, Desenissstr. 43, ☒ 22 <box>193 730 461 754</box>
directory-entry: — F., Schlosser, Sachsenstr. 38, ☒ 15 <box>470 1135 625 1146</box>
directory-entry: — Fritz, Steward, Schwenckestr. 80, ☒ 19 <box>470 1360 645 1371</box>
directory-entry: — J., Thielengasse 4, ☒ 39 <box>1026 393 1139 404</box>
directory-entry: — A., ☎ 44 02 20, Goebenstr. 38, ☒ 30 <box>193 505 361 517</box>
left-page-line: str. 118, ☒ 39 <box>2 1314 59 1326</box>
directory-entry: — Lucia, Pension, ☎ 44 53 56, Beneckestrasse 28, ☒ 13 <box>1026 1243 1264 1254</box>
directory-entry: — Frau Elis., Dehnhaide 5, ☒ 22 <box>470 822 607 834</box>
directory-entry: — J., Eisenb.-Ob.-Insp., auf den Blöcken 28, ☒ 26 <box>1026 518 1235 529</box>
left-page-line: Roonstr. 13 <box>2 135 50 147</box>
directory-entry: — Herm., Elsässer-Str. 54, ☒ 43 <box>748 1405 883 1417</box>
